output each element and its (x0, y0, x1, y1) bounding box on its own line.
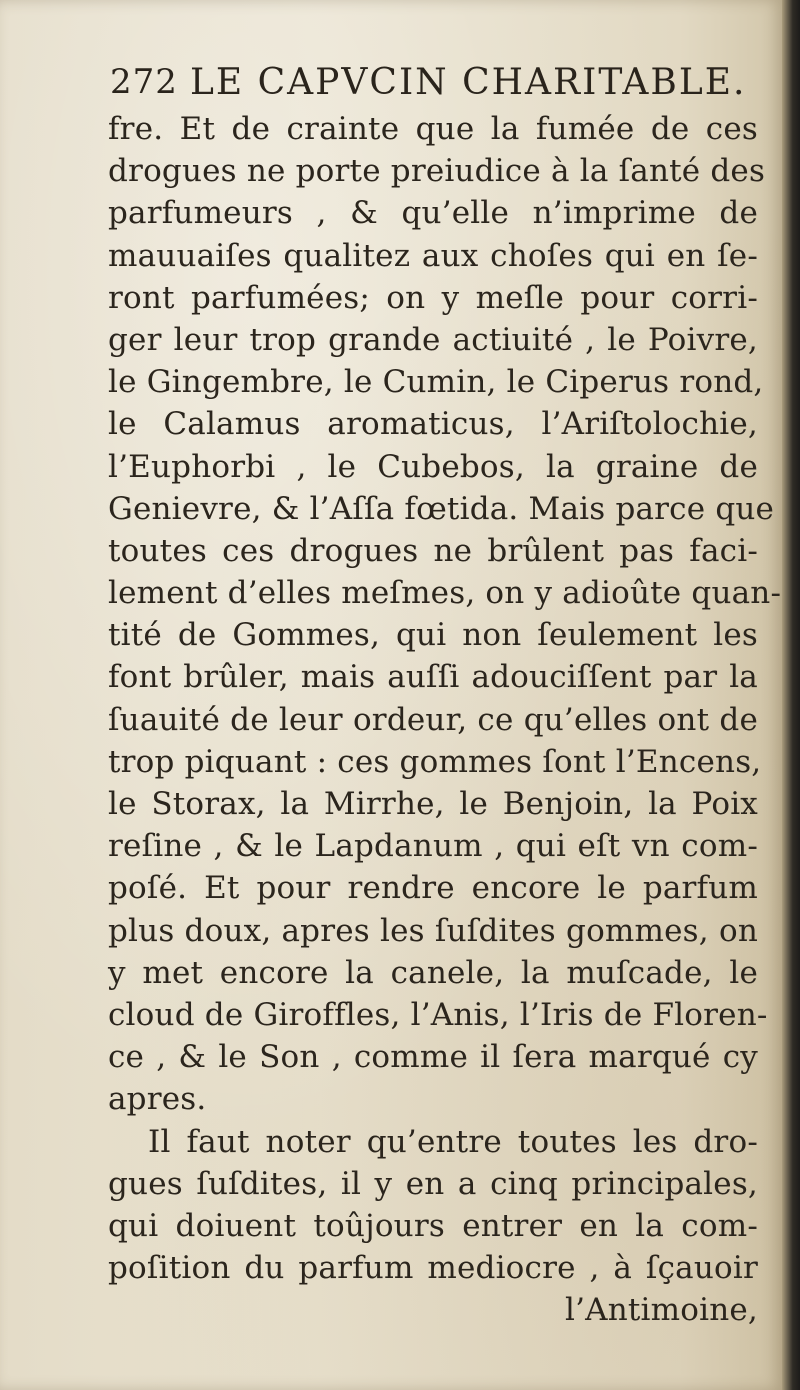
text-line: tité de Gommes, qui non ſeulement les (108, 617, 758, 654)
text-line: ger leur trop grande actiuité , le Poivre, (108, 321, 758, 358)
text-line: parfumeurs , & qu’elle n’imprime de (108, 195, 758, 232)
text-line: ſuauité de leur ordeur, ce qu’elles ont de (108, 701, 758, 738)
text-line: toutes ces drogues ne brûlent pas faci- (108, 532, 758, 569)
text-line: plus doux, apres les ſuſdites gommes, on (108, 912, 758, 949)
text-line: lement d’elles meſmes, on y adioûte quan- (108, 575, 782, 612)
text-line: l’Euphorbi , le Cubebos, la graine de (108, 448, 758, 485)
running-title: LE CAPVCIN CHARITABLE. (190, 62, 747, 103)
text-line: apres. (108, 1081, 207, 1118)
text-line: ront parfumées; on y meſle pour corri- (108, 279, 758, 316)
text-line: Genievre, & l’Aſſa fœtida. Mais parce que (108, 490, 775, 527)
text-line: qui doiuent toûjours entrer en la com- (108, 1207, 758, 1244)
text-line: poſé. Et pour rendre encore le parfum (108, 870, 758, 907)
catchword: l’Antimoine, (564, 1292, 758, 1329)
text-line: fre. Et de crainte que la fumée de ces (108, 111, 758, 147)
page-number: 272 (110, 62, 178, 102)
text-line: gues ſuſdites, il y en a cinq principales, (108, 1165, 758, 1202)
text-line: le Storax, la Mirrhe, le Benjoin, la Poix (108, 786, 758, 822)
text-line: font brûler, mais auſſi adouciſſent par la (108, 659, 758, 696)
page-header (110, 60, 750, 110)
text-line: poſition du parfum mediocre , à ſçauoir (108, 1250, 758, 1287)
text-line: trop piquant : ces gommes ſont l’Encens, (108, 743, 762, 780)
text-line: reſine , & le Lapdanum , qui eſt vn com- (108, 828, 758, 865)
text-line: mauuaiſes qualitez aux choſes qui en ſe- (108, 237, 758, 274)
page-edge-shadow (782, 0, 800, 1390)
text-line: cloud de Giroffles, l’Anis, l’Iris de Floren- (108, 996, 768, 1033)
body-text (108, 108, 782, 1331)
text-line: ce , & le Son , comme il ſera marqué cy (108, 1039, 758, 1076)
text-line: y met encore la canele, la muſcade, le (108, 954, 758, 991)
text-line: le Gingembre, le Cumin, le Ciperus rond, (108, 364, 764, 401)
text-line: drogues ne porte preiudice à la ſanté des (108, 153, 766, 190)
paragraph-start-line: Il faut noter qu’entre toutes les dro- (148, 1123, 758, 1160)
text-line: le Calamus aromaticus, l’Ariſtolochie, (108, 406, 758, 443)
